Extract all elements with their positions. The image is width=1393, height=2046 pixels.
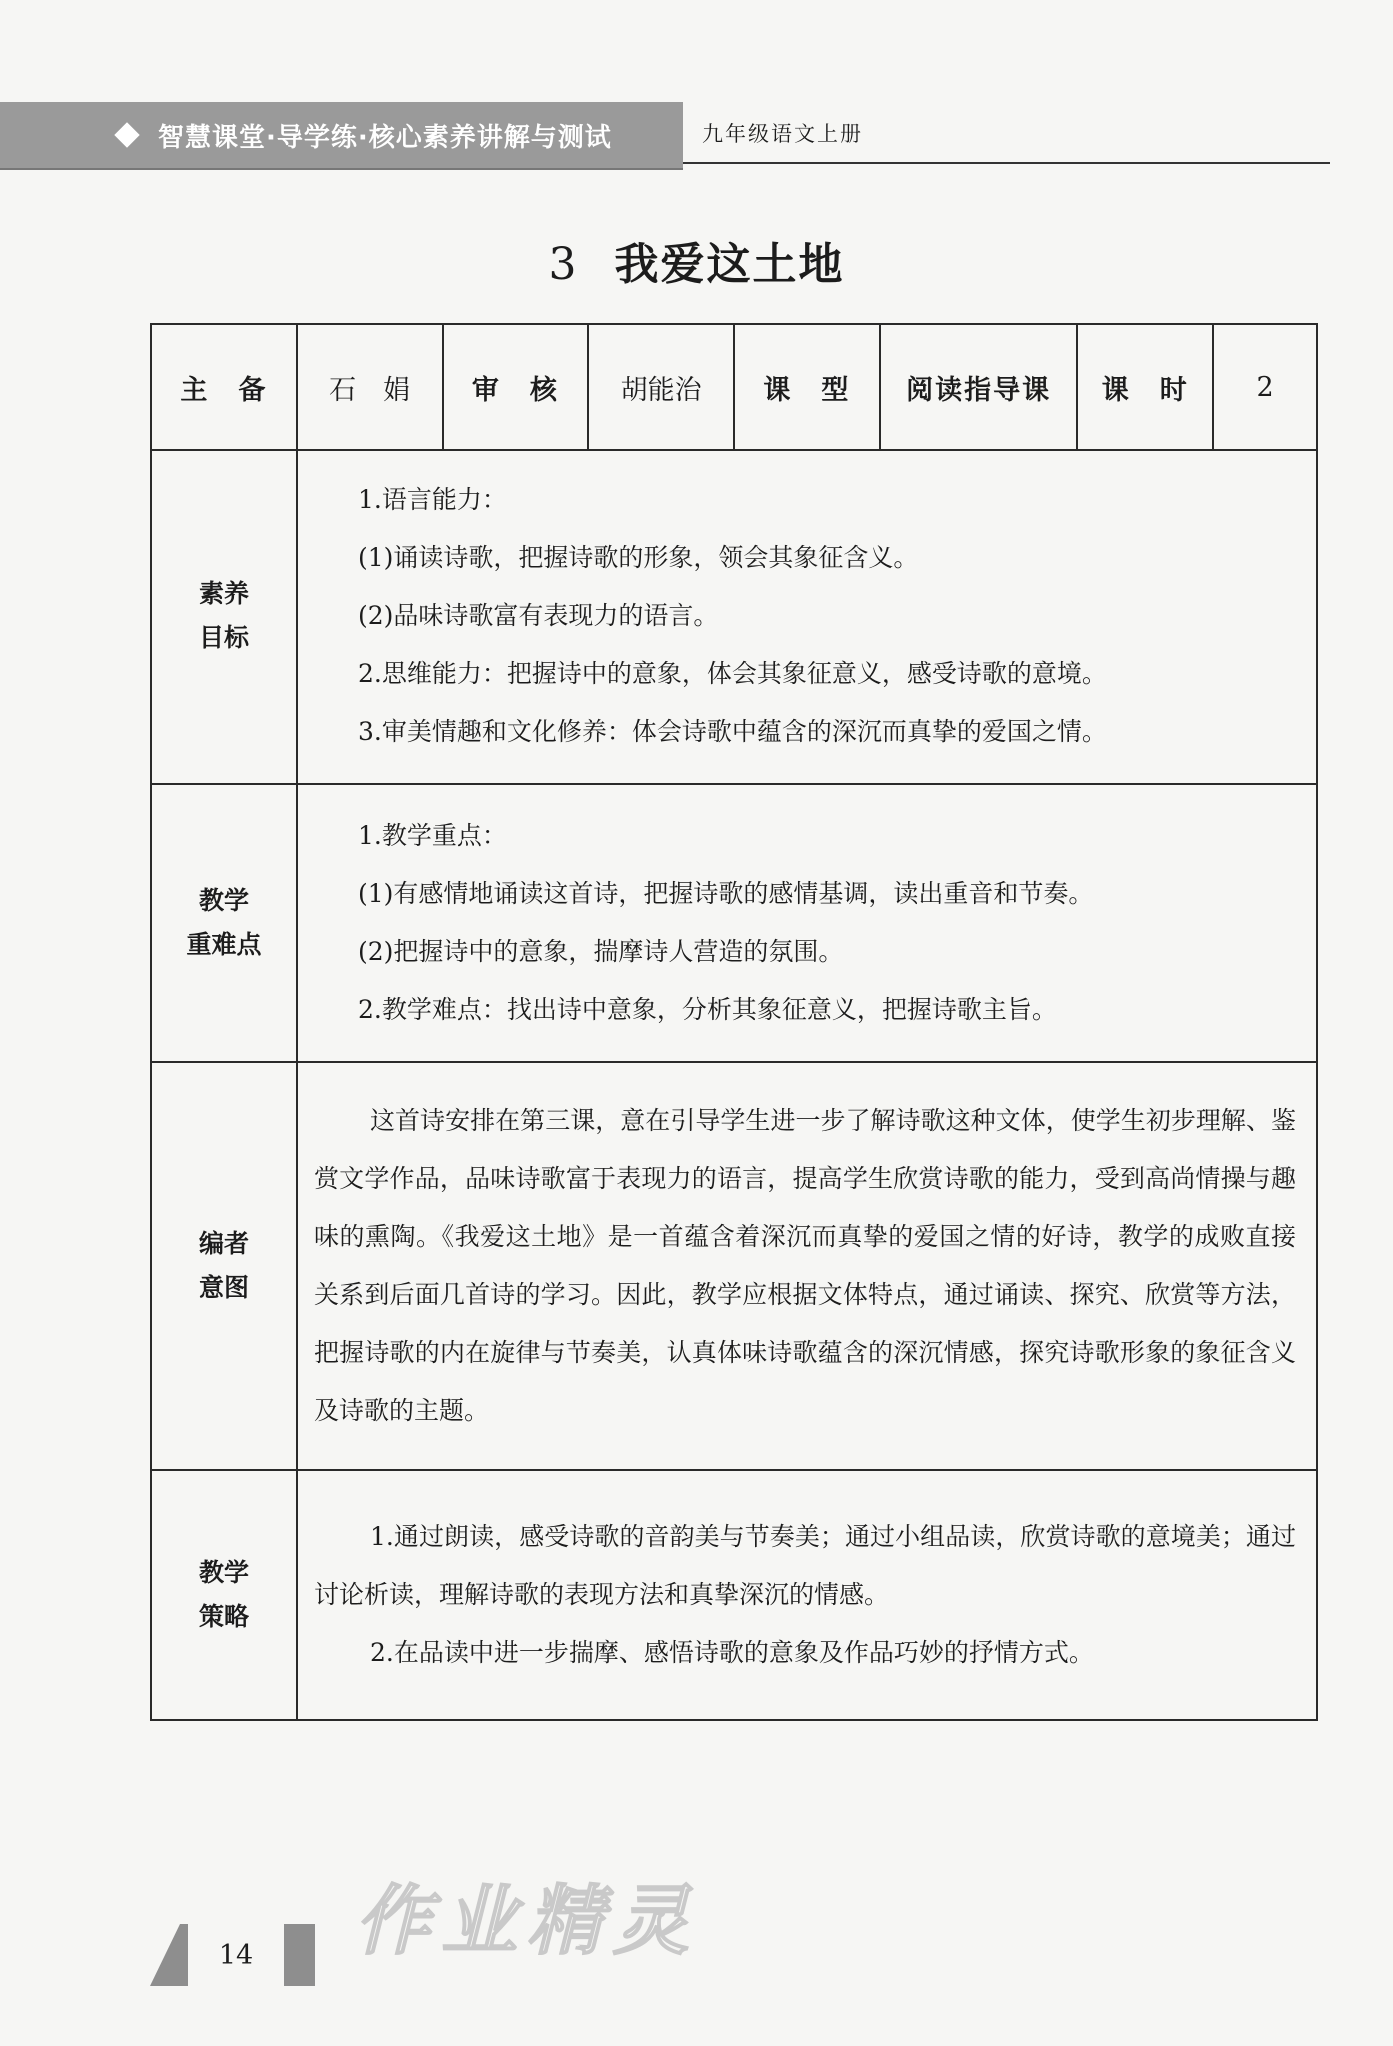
preparer-label: 主 备 [152, 325, 298, 449]
section-label [152, 1471, 298, 1719]
section-label [152, 785, 298, 1061]
book-title: 九年级语文上册 [702, 122, 863, 146]
type-label: 课 型 [735, 325, 881, 449]
point-line: 2.教学难点：找出诗中意象，分析其象征意义，把握诗歌主旨。 [358, 995, 1057, 1024]
label-line: 策略 [198, 1602, 249, 1631]
meta-row [152, 325, 1316, 451]
label-line: 教学 [198, 886, 249, 915]
lesson-title [0, 228, 1393, 292]
preparer-value: 石 娟 [298, 325, 444, 449]
section-body [314, 785, 1296, 1061]
hours-value: 2 [1256, 371, 1274, 403]
label-line: 素养 [198, 579, 249, 608]
watermark-logo: 作业精灵 [355, 1876, 699, 1965]
lesson-name: 我爱这土地 [614, 239, 845, 290]
goal-line: 3.审美情趣和文化修养：体会诗歌中蕴含的深沉而真挚的爱国之情。 [358, 717, 1107, 746]
section-body [314, 1471, 1296, 1719]
series-title: 智慧课堂·导学练·核心素养讲解与测试 [158, 122, 612, 153]
goal-line: 2.思维能力：把握诗中的意象，体会其象征意义，感受诗歌的意境。 [358, 659, 1107, 688]
section-key-points [152, 785, 1316, 1063]
reviewer-value: 胡能治 [589, 325, 735, 449]
point-line: (1)有感情地诵读这首诗，把握诗歌的感情基调，读出重音和节奏。 [358, 879, 1094, 908]
section-body [314, 1063, 1296, 1469]
label-line: 意图 [198, 1273, 249, 1302]
hours-label: 课 时 [1078, 325, 1214, 449]
section-editor-intent [152, 1063, 1316, 1471]
section-label [152, 1063, 298, 1469]
header-underline [0, 168, 683, 170]
point-line: 1.教学重点： [358, 821, 507, 850]
lesson-number: 3 [548, 239, 579, 290]
goal-line: (2)品味诗歌富有表现力的语言。 [358, 601, 719, 630]
page-number: 14 [188, 1924, 284, 1986]
point-line: (2)把握诗中的意象，揣摩诗人营造的氛围。 [358, 937, 844, 966]
header-tab [0, 102, 683, 168]
label-line: 教学 [198, 1558, 249, 1587]
lesson-plan-table [150, 323, 1318, 1721]
intent-paragraph: 这首诗安排在第三课，意在引导学生进一步了解诗歌这种文体，使学生初步理解、鉴赏文学作品，品味诗歌富于表现力的语言，提高学生欣赏诗歌的能力，受到高尚情操与趣味的熏陶。《我爱这土地》是一首蕴含着深沉而真挚的爱国之情的好诗，教学的成败直接关系到后面几首诗的学习。因此，教学应根据文体特点，通过诵读、探究、欣赏等方法，把握诗歌的内在旋律与节奏美，认真体味诗歌蕴含的深沉情感，探究诗歌形象的象征含义及诗歌的主题。 [314, 1106, 1296, 1425]
section-strategy [152, 1471, 1316, 1719]
type-value: 阅读指导课 [881, 325, 1079, 449]
label-line: 目标 [198, 623, 249, 652]
section-literacy-goals [152, 449, 1316, 785]
section-body [314, 449, 1296, 783]
header-rule [683, 162, 1330, 164]
section-label [152, 449, 298, 783]
goal-line: 1.语言能力： [358, 485, 507, 514]
diamond-icon [114, 122, 139, 147]
goal-line: (1)诵读诗歌，把握诗歌的形象，领会其象征含义。 [358, 543, 919, 572]
strategy-paragraph: 1.通过朗读，感受诗歌的音韵美与节奏美；通过小组品读，欣赏诗歌的意境美；通过讨论析读，理解诗歌的表现方法和真挚深沉的情感。 [314, 1522, 1296, 1609]
label-line: 编者 [198, 1229, 249, 1258]
strategy-paragraph: 2.在品读中进一步揣摩、感悟诗歌的意象及作品巧妙的抒情方式。 [370, 1638, 1094, 1667]
label-line: 重难点 [186, 930, 262, 959]
reviewer-label: 审 核 [444, 325, 590, 449]
